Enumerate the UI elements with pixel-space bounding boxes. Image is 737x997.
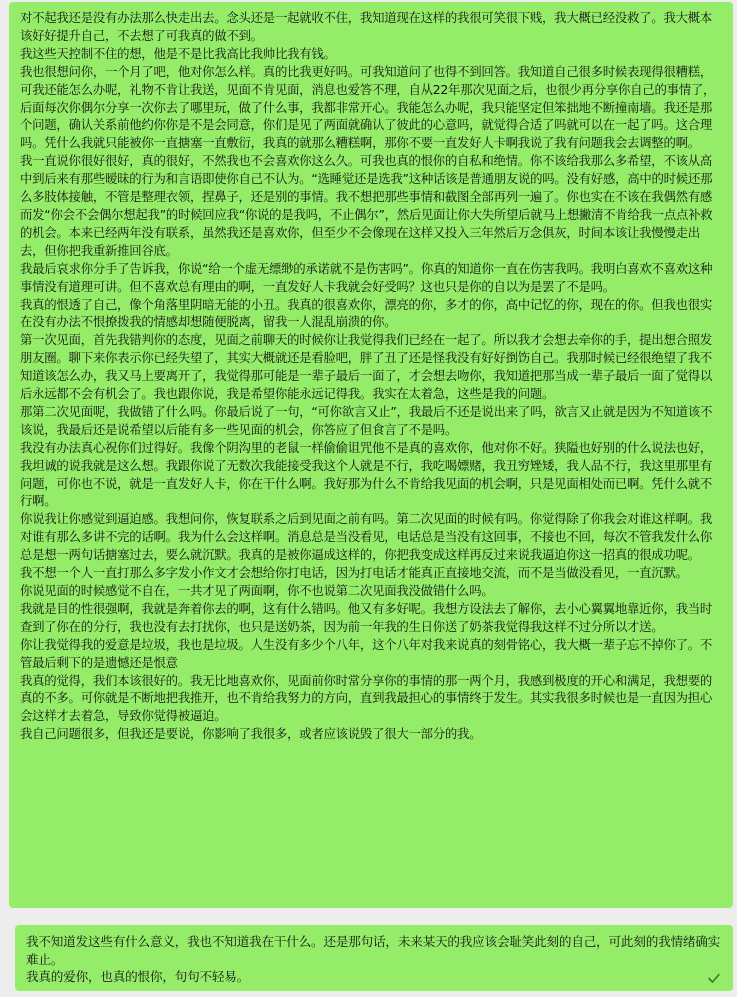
message-paragraph: 我不知道发这些有什么意义，我也不知道我在干什么。还是那句话，未来某天的我应该会耻笑此刻的自己，可此刻的我情绪确实难止。 bbox=[26, 934, 721, 967]
message-paragraph: 对不起我还是没有办法那么快走出去。念头还是一起就收不住，我知道现在这样的我很可笑很下贱，我大概已经没救了。我大概本该好好提升自己，不去想了可我真的做不到。 bbox=[20, 10, 713, 43]
message-paragraph: 我不想一个人一直打那么多字发小作文才会想给你打电话，因为打电话才能真正直接地交流，而不是当做没看见，一直沉默。 bbox=[20, 565, 688, 581]
message-bubble[interactable] bbox=[9, 2, 733, 908]
message-paragraph: 你说我让你感觉到逼迫感。我想问你，恢复联系之后到见面之前有吗。第二次见面的时候有吗。你觉得除了你我会对谁这样啊。我对谁有那么多讲不完的话啊。我为什么会这样啊。消息总是当没看见，电话总是当没有这回事，不接也不回，每次不管我发什么你总是想一两句话搪塞过去，要么就沉默。我真的是被你逼成这样的，你把我变成这样再反过来说我逼迫你这一招真的很成功呢。 bbox=[20, 511, 713, 563]
message-paragraph: 我也很想问你，一个月了吧，他对你怎么样。真的比我更好吗。可我知道问了也得不到回答。我知道自己很多时候表现得很糟糕，可我还能怎么办呢，礼物不肯让我送，见面不肯见面，消息也爱答不理，自从22年那次见面之后，也很少再分享你自己的事情了，后面每次你偶尔分享一次你去了哪里玩，做了什么事，我都非常开心。我能怎么办呢，我只能坚定但笨拙地不断撞南墙。我还是那个问题，确认关系前他约你你是不是会同意，你们是见了两面就确认了彼此的心意吗，就觉得合适了吗就可以在一起了吗。这合理吗。凭什么我就只能被你一直搪塞一直敷衍，我真的就那么糟糕啊，那你不要一直发好人卡啊我说了我有问题我会去调整的啊。 bbox=[20, 63, 716, 151]
message-bubble[interactable] bbox=[15, 925, 733, 991]
bubble-tail bbox=[717, 4, 723, 16]
message-paragraph: 我最后哀求你分手了告诉我，你说“给一个虚无缥缈的承诺就不是伤害吗”。你真的知道你一直在伤害我吗。我明白喜欢不喜欢这种事情没有道理可讲。但不喜欢总有理由的啊，一直发好人卡我就会好受吗？这也只是你的自以为是罢了不是吗。 bbox=[20, 260, 713, 294]
message-paragraph: 那第二次见面呢，我做错了什么吗。你最后说了一句，“可你欲言又止”，我最后不还是说出来了吗，欲言又止就是因为不知道该不该说，我最后还是说希望以后能有多一些见面的机会，你答应了但食言了不是吗。 bbox=[20, 403, 713, 437]
bubble-tail bbox=[717, 927, 723, 939]
message-paragraph: 你说见面的时候感觉不自在，一共才见了两面啊，你不也说第二次见面我没做错什么吗。 bbox=[20, 583, 494, 598]
message-paragraph: 我真的恨透了自己，像个角落里阴暗无能的小丑。我真的很喜欢你，漂亮的你，多才的你，高中记忆的你，现在的你。但我也很实在没有办法不恨撩拨我的情感却想随便脱离，留我一人混乱崩溃的你。 bbox=[20, 296, 713, 330]
message-paragraph: 我没有办法真心祝你们过得好。我像个阴沟里的老鼠一样偷偷诅咒他不是真的喜欢你，他对你不好。狭隘也好别的什么说法也好，我坦诚的说我就是这么想。我跟你说了无数次我能接受我这个人就是不行，我吃喝嫖赌，我丑穷矬矮，我人品不行，我这里那里有问题，可你也不说，就是一直发好人卡，你在干什么啊。我好那为什么不肯给我见面的机会啊，只是见面相处而已啊。凭什么就不行啊。 bbox=[20, 439, 713, 509]
message-paragraph: 我一直说你很好很好，真的很好，不然我也不会喜欢你这么久。可我也真的恨你的自私和绝情。你不该给我那么多希望，不该从高中到后来有那些暧昧的行为和言语即使你自己不认为。“选睡觉还是选我”这种话该是普通朋友说的吗。没有好感，高中的时候还那么多肢体接触，不管是整理衣领，捏鼻子，还是别的事情。我不想把那些事情和截图全部再列一遍了。你也实在不该在我偶然有感而发“你会不会偶尔想起我”的时候回应我“你说的是我吗，不止偶尔”，然后见面让你大失所望后就马上想撇清不肯给我一点点补救的机会。本来已经两年没有联系，虽然我还是喜欢你，但至少不会像现在这样又投入三年然后万念俱灰，时间本该让我慢慢走出去，但你把我重新推回谷底。 bbox=[20, 153, 713, 258]
message-paragraph: 我真的觉得，我们本该很好的。我无比地喜欢你，见面前你时常分享你的事情的那一两个月，我感到极度的开心和满足，我想要的真的不多。可你就是不断地把我推开，也不肯给我努力的方向，直到我最担心的事情终于发生。其实我很多时候也是一直因为担心会这样才去着急，导致你觉得被逼迫。 bbox=[20, 672, 713, 724]
message-paragraph: 我真的爱你，也真的恨你，句句不轻易。 bbox=[26, 969, 250, 985]
message-paragraph: 你让我觉得我的爱意是垃圾，我也是垃圾。人生没有多少个八年，这个八年对我来说真的刻骨铭心，我大概一辈子忘不掉你了。不管最后剩下的是遗憾还是恨意 bbox=[20, 636, 713, 670]
message-paragraph: 我就是目的性很强啊，我就是奔着你去的啊，这有什么错吗。他又有多好呢。我想方设法去了解你，去小心翼翼地靠近你，我当时查到了你在的分行，我也没有去打扰你，也只是送奶茶，因为前一年我的生日你送了奶茶我觉得我这样不过分所以才送。 bbox=[20, 600, 713, 634]
message-paragraph: 我自己问题很多，但我还是要说，你影响了我很多，或者应该说毁了很大一部分的我。 bbox=[20, 726, 482, 742]
check-icon bbox=[707, 971, 721, 985]
message-paragraph: 我这些天控制不住的想，他是不是比我高比我帅比我有钱。 bbox=[20, 45, 336, 61]
message-paragraph: 第一次见面，首先我错判你的态度，见面之前聊天的时候你让我觉得我们已经在一起了。所以我才会想去牵你的手，提出想合照发朋友圈。聊下来你表示你已经失望了，其实大概就还是看脸吧，胖了丑了还是怪我没有好好捯饬自己。我那时候已经很绝望了我不知道该怎么办，我又马上要离开了，我觉得那可能是一辈子最后一面了，才会想去吻你，我知道把那当成一辈子最后一面了觉得以后永远都不会有机会了。我也跟你说，我是希望你能永远记得我。我实在太着急，这些是我的问题。 bbox=[20, 332, 713, 402]
